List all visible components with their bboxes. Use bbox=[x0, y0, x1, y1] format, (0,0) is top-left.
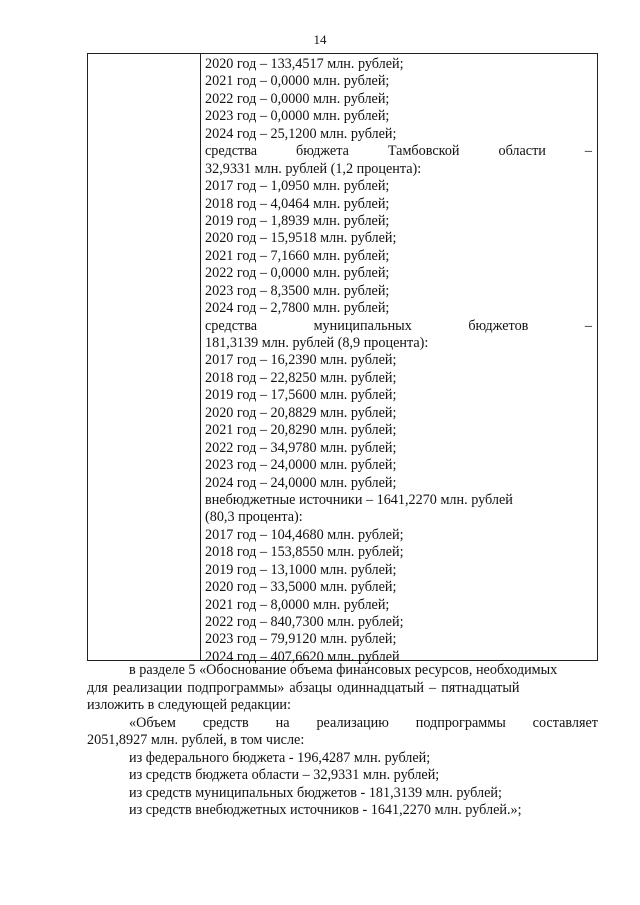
table-line: 2020 год – 133,4517 млн. рублей; bbox=[205, 56, 404, 72]
table-line: 2023 год – 0,0000 млн. рублей; bbox=[205, 108, 390, 125]
funding-line-municipal: из средств муниципальных бюджетов - 181,3139 млн. рублей; bbox=[129, 784, 502, 801]
table-line: 2017 год – 104,4680 млн. рублей; bbox=[205, 526, 404, 543]
paragraph-word: составляет bbox=[532, 714, 598, 731]
table-line: 2024 год – 2,7800 млн. рублей; bbox=[205, 300, 390, 317]
paragraph-line: для реализации подпрограммы» абзацы одиннадцатый – пятнадцатый bbox=[87, 679, 520, 696]
table-line: (80,3 процента): bbox=[205, 509, 303, 526]
amendment-text bbox=[87, 662, 598, 820]
table-word: – bbox=[584, 317, 592, 334]
table-line: 2022 год – 0,0000 млн. рублей; bbox=[205, 265, 390, 282]
table-line: 2024 год – 24,0000 млн. рублей; bbox=[205, 474, 397, 491]
paragraph-word: средств bbox=[202, 714, 249, 731]
table-line bbox=[205, 318, 592, 335]
table-line: 2019 год – 1,8939 млн. рублей; bbox=[205, 212, 390, 229]
paragraph-line: 2051,8927 млн. рублей, в том числе: bbox=[87, 732, 305, 748]
funding-line-federal: из федерального бюджета - 196,4287 млн. рублей; bbox=[129, 749, 431, 766]
table-line: 2021 год – 20,8290 млн. рублей; bbox=[205, 422, 397, 439]
table-line: 2023 год – 24,0000 млн. рублей; bbox=[205, 457, 397, 474]
table-word: Тамбовской bbox=[387, 143, 460, 160]
table-line bbox=[205, 143, 592, 160]
table-line: 2020 год – 20,8829 млн. рублей; bbox=[205, 404, 397, 421]
table-line: 2018 год – 22,8250 млн. рублей; bbox=[205, 369, 397, 386]
funding-cell bbox=[205, 56, 592, 666]
table-line: 2017 год – 16,2390 млн. рублей; bbox=[205, 352, 397, 369]
table-line: 2020 год – 15,9518 млн. рублей; bbox=[205, 230, 397, 247]
table-word: бюджета bbox=[295, 143, 349, 160]
funding-line-extrabudgetary: из средств внебюджетных источников - 1641,2270 млн. рублей.»; bbox=[129, 802, 522, 818]
table-line: 2024 год – 25,1200 млн. рублей; bbox=[205, 125, 397, 142]
table-line: 2021 год – 7,1660 млн. рублей; bbox=[205, 247, 390, 264]
table-line: 2019 год – 13,1000 млн. рублей; bbox=[205, 561, 397, 578]
table-line: 32,9331 млн. рублей (1,2 процента): bbox=[205, 160, 422, 177]
table-line: 2023 год – 8,3500 млн. рублей; bbox=[205, 282, 390, 299]
table-word: муниципальных bbox=[313, 317, 412, 334]
table-line: 2018 год – 4,0464 млн. рублей; bbox=[205, 195, 390, 212]
column-divider bbox=[200, 54, 201, 660]
funding-line-regional: из средств бюджета области – 32,9331 млн. рублей; bbox=[129, 767, 440, 783]
table-word: области bbox=[498, 143, 546, 160]
table-line: 2022 год – 0,0000 млн. рублей; bbox=[205, 90, 390, 107]
table-line: 2021 год – 8,0000 млн. рублей; bbox=[205, 596, 390, 613]
table-line: 2023 год – 79,9120 млн. рублей; bbox=[205, 631, 397, 648]
table-line: 2017 год – 1,0950 млн. рублей; bbox=[205, 178, 390, 195]
table-word: бюджетов bbox=[468, 317, 529, 334]
table-line: 2019 год – 17,5600 млн. рублей; bbox=[205, 387, 397, 404]
paragraph-word: подпрограммы bbox=[415, 714, 506, 731]
table-line: 2022 год – 840,7300 млн. рублей; bbox=[205, 614, 404, 630]
paragraph-line: в разделе 5 «Обоснование объема финансовых ресурсов, необходимых bbox=[129, 662, 558, 678]
paragraph-line: изложить в следующей редакции: bbox=[87, 697, 291, 713]
table-line: внебюджетные источники – 1641,2270 млн. рублей bbox=[205, 491, 513, 508]
table-line: 2020 год – 33,5000 млн. рублей; bbox=[205, 579, 397, 596]
paragraph-word: реализацию bbox=[316, 714, 389, 731]
paragraph-word: «Объем bbox=[129, 714, 176, 731]
table-line: 2024 год – 407,6620 млн. рублей bbox=[205, 648, 400, 665]
page-number: 14 bbox=[313, 32, 327, 47]
table-word: средства bbox=[205, 143, 258, 160]
paragraph-word: на bbox=[275, 714, 290, 731]
table-line: 2018 год – 153,8550 млн. рублей; bbox=[205, 544, 404, 561]
table-line: 2022 год – 34,9780 млн. рублей; bbox=[205, 439, 397, 456]
table-line: 2021 год – 0,0000 млн. рублей; bbox=[205, 73, 390, 90]
table-word: средства bbox=[205, 317, 258, 334]
program-table bbox=[87, 53, 598, 665]
table-line: 181,3139 млн. рублей (8,9 процента): bbox=[205, 335, 429, 351]
paragraph-line bbox=[87, 715, 598, 733]
table-word: – bbox=[584, 143, 592, 160]
